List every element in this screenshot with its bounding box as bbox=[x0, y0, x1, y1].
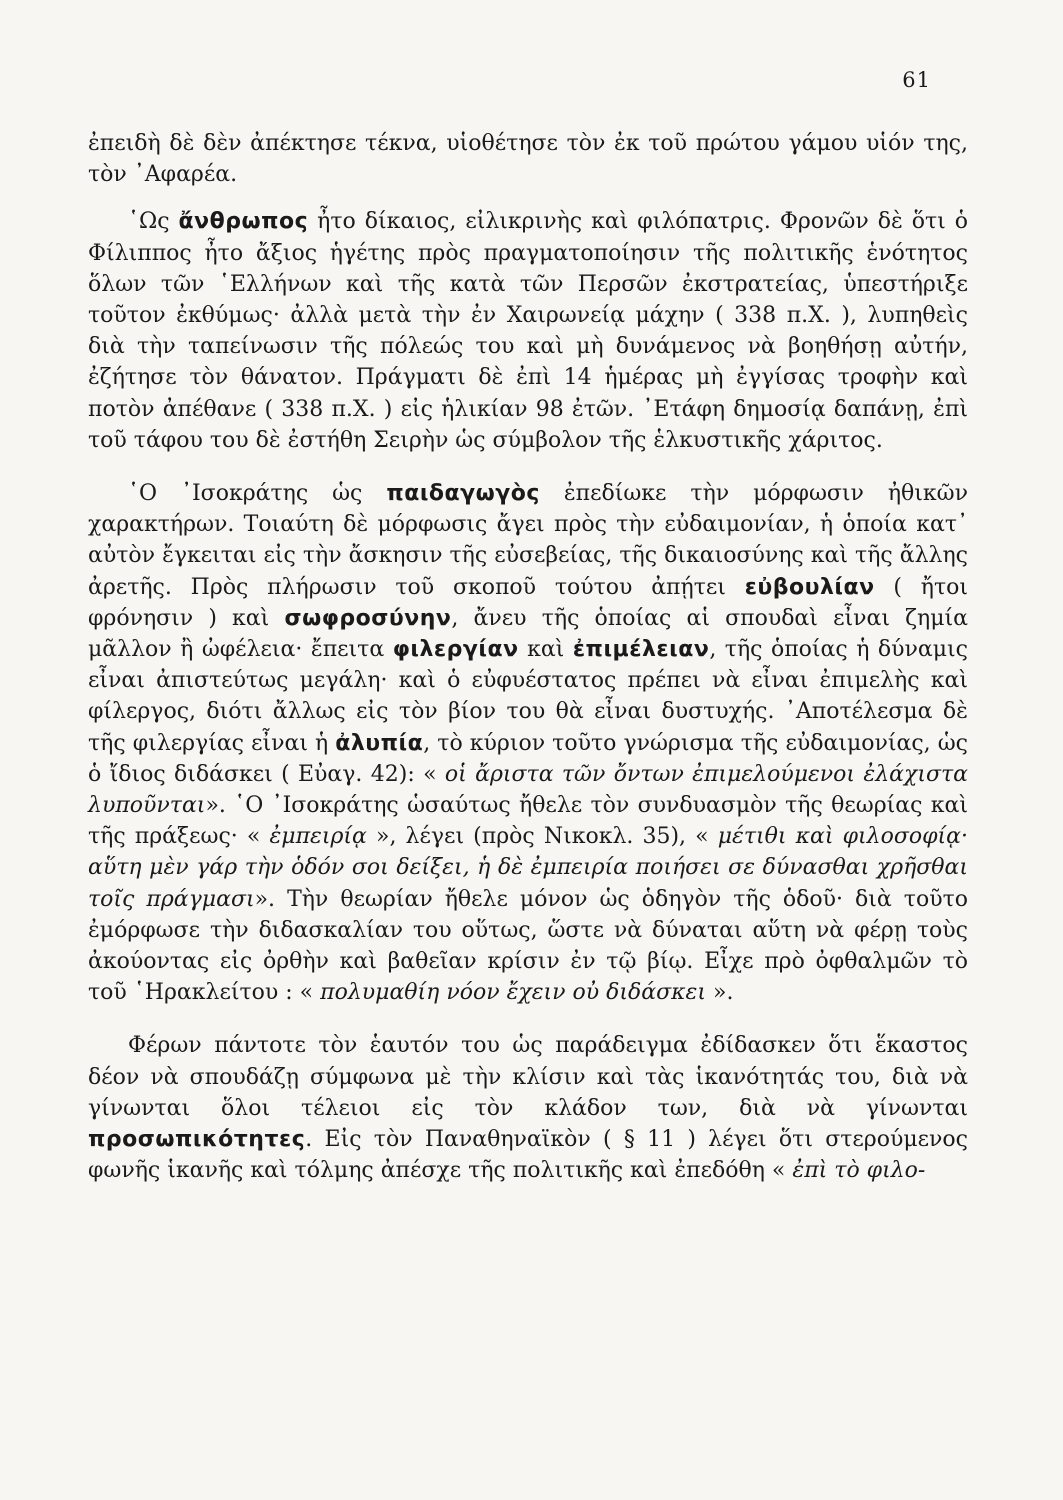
text-run: ἦτο δίκαιος, εἰλικρινὴς καὶ φιλόπατρις. Φρονῶν δὲ ὅτι ὁ Φίλιππος ἦτο ἄξιος ἡγέτης πρὸς πραγματοποίησιν τῆς πολιτικῆς ἑνότητος ὅλων τῶν ῾Ελλήνων καὶ τῆς κατὰ τῶν Περσῶν ἐκστρατείας, ὑπεστήριξε τοῦτον ἐκθύμως· ἀλλὰ μετὰ τὴν ἐν Χαιρωνείᾳ μάχην ( 338 π.Χ. ), λυπηθεὶς διὰ τὴν ταπείνωσιν τῆς πόλεώς του καὶ μὴ δυνάμενος νὰ βοηθήσῃ αὐτήν, ἐζήτησε τὸν θάνατον. Πράγματι δὲ ἐπὶ 14 ἡμέρας μὴ ἐγγίσας τροφὴν καὶ ποτὸν ἀπέθανε ( 338 π.Χ. ) εἰς ἡλικίαν 98 ἐτῶν. ᾿Ετάφη δημοσίᾳ δαπάνῃ, ἐπὶ τοῦ τάφου του δὲ ἐστήθη Σειρὴν ὡς σύμβολον τῆς ἑλκυστικῆς χάριτος. bbox=[88, 209, 968, 453]
page-number: 61 bbox=[902, 68, 931, 92]
text-run: ἐπειδὴ δὲ δὲν ἀπέκτησε τέκνα, υἱοθέτησε τὸν ἐκ τοῦ πρώτου γάμου υἱόν της, τὸν ᾿Αφαρέα. bbox=[88, 131, 968, 188]
text-run: , τῆς ὁποίας ἡ δύναμις εἶναι ἀπιστεύτως μεγάλη· καὶ ὁ εὐφυέστατος πρέπει νὰ εἶναι ἐπιμελὴς καὶ φίλεργος, διότι ἄλλως εἰς τὸν βίον του θὰ εἶναι δυστυχής. ᾿Αποτέλεσμα δὲ τῆς φιλεργίας εἶναι ἡ bbox=[88, 637, 969, 756]
text-run: ἐπεδίωκε τὴν μόρφωσιν ἠθικῶν χαρακτήρων. Τοιαύτη δὲ μόρφωσις ἄγει πρὸς τὴν εὐδαιμονίαν, ἡ ὁποία κατ᾿ αὐτὸν ἔγκειται εἰς τὴν ἄσκησιν τῆς εὐσεβείας, τῆς δικαιοσύνης καὶ τῆς ἄλλης ἀρετῆς. Πρὸς πλήρωσιν τοῦ σκοποῦ τούτου ἀπῄτει bbox=[88, 481, 968, 600]
bold-term: φιλεργίαν bbox=[392, 637, 519, 663]
paragraph bbox=[88, 206, 968, 456]
italic-quote: οἱ ἄριστα τῶν ὄντων ἐπιμελούμενοι ἐλάχιστα λυποῦνται bbox=[88, 761, 968, 819]
italic-quote: ἐπὶ τὸ φιλο- bbox=[792, 1158, 926, 1184]
bold-term: προσωπικότητες bbox=[88, 1127, 306, 1153]
text-run: ». bbox=[705, 980, 734, 1006]
paragraph bbox=[88, 128, 968, 190]
text-run: καὶ bbox=[518, 637, 573, 663]
text-run: ῾Ως bbox=[128, 209, 179, 235]
bold-term: παιδαγωγὸς bbox=[386, 481, 540, 507]
paragraph bbox=[88, 478, 968, 1008]
bold-term: ἄνθρωπος bbox=[178, 209, 309, 235]
italic-quote: μέτιθι καὶ φιλοσοφίᾳ· αὕτη μὲν γάρ τὴν ὁδόν σοι δείξει, ἡ δὲ ἐμπειρία ποιήσει σε δύνασθαι χρῆσθαι τοῖς πράγμασι bbox=[88, 824, 968, 912]
bold-term: ἀλυπία bbox=[335, 730, 424, 756]
text-run: ῾Ο ᾿Ισοκράτης ὡς bbox=[128, 481, 387, 507]
text-run: , ἄνευ τῆς ὁποίας αἱ σπουδαὶ εἶναι ζημία μᾶλλον ἢ ὠφέλεια· ἔπειτα bbox=[88, 605, 968, 663]
bold-term: ἐπιμέλειαν bbox=[572, 637, 710, 663]
text-run: ». Τὴν θεωρίαν ἤθελε μόνον ὡς ὁδηγὸν τῆς ὁδοῦ· διὰ τοῦτο ἐμόρφωσε τὴν διδασκαλίαν του οὕτως, ὥστε νὰ δύναται αὕτη νὰ φέρῃ τοὺς ἀκούοντας εἰς ὀρθὴν καὶ βαθεῖαν κρίσιν ἐν τῷ βίῳ. Εἶχε πρὸ ὀφθαλμῶν τὸ τοῦ ῾Ηρακλείτου : « bbox=[88, 886, 968, 1006]
text-run: , τὸ κύριον τοῦτο γνώρισμα τῆς εὐδαιμονίας, ὡς ὁ ἴδιος διδάσκει ( Εὐαγ. 42): « bbox=[88, 730, 968, 787]
text-run: Φέρων πάντοτε τὸν ἑαυτόν του ὡς παράδειγμα ἐδίδασκεν ὅτι ἕκαστος δέον νὰ σπουδάζῃ σύμφωνα μὲ τὴν κλίσιν καὶ τὰς ἱκανότητάς του, διὰ νὰ γίνωνται ὅλοι τέλειοι εἰς τὸν κλάδον των, διὰ νὰ γίνωνται bbox=[88, 1033, 968, 1121]
text-run: . Εἰς τὸν Παναθηναϊκὸν ( § 11 ) λέγει ὅτι στερούμενος φωνῆς ἱκανῆς καὶ τόλμης ἀπέσχε τῆς πολιτικῆς καὶ ἐπεδόθη « bbox=[88, 1127, 968, 1184]
text-run: », λέγει (πρὸς Νικοκλ. 35), « bbox=[366, 824, 718, 850]
bold-term: εὐβουλίαν bbox=[744, 574, 875, 600]
italic-quote: ἐμπειρίᾳ bbox=[269, 824, 367, 850]
text-run: ( ἤτοι φρόνησιν ) καὶ bbox=[88, 574, 968, 631]
paragraph bbox=[88, 1030, 968, 1186]
text-run: ». ῾Ο ᾿Ισοκράτης ὡσαύτως ἤθελε τὸν συνδυασμὸν τῆς θεωρίας καὶ τῆς πράξεως· « bbox=[88, 793, 968, 850]
body-text bbox=[88, 128, 968, 1187]
bold-term: σωφροσύνην bbox=[284, 605, 452, 631]
italic-quote: πολυμαθίη νόον ἔχειν οὐ διδάσκει bbox=[320, 980, 706, 1006]
